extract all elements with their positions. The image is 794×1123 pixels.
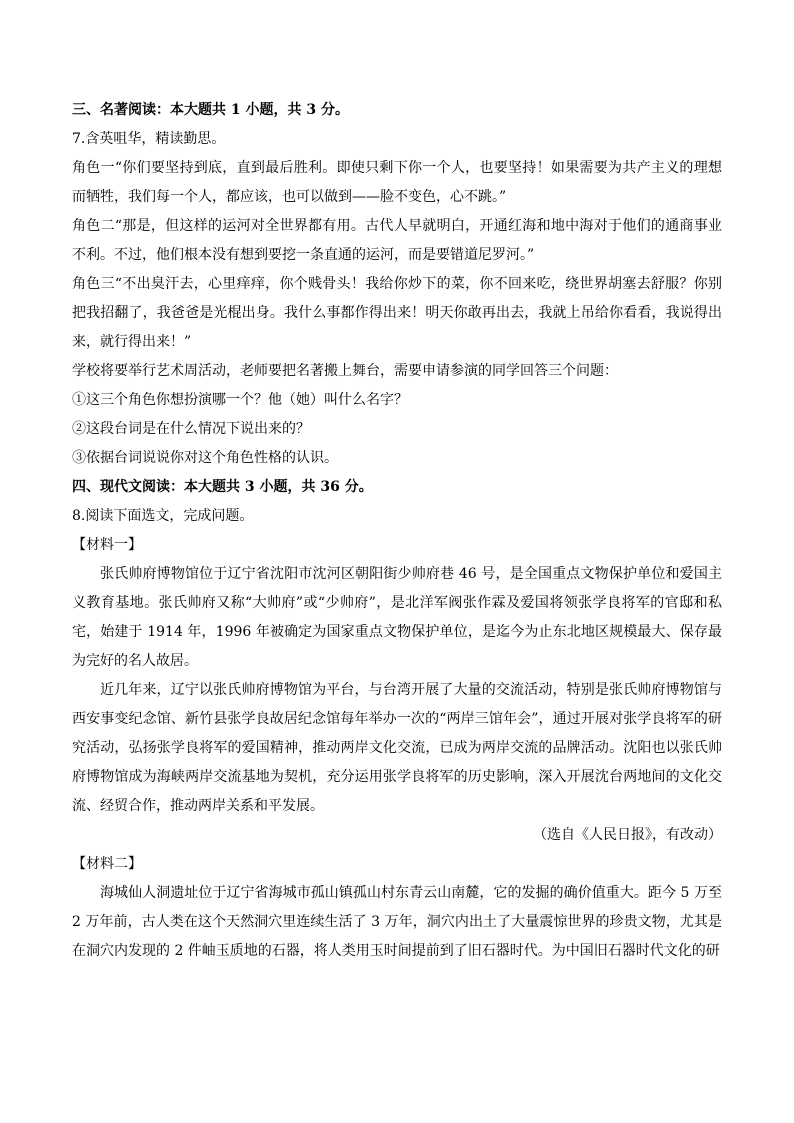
material-1-source: （选自《人民日报》，有改动） <box>533 827 722 843</box>
question-7-ask-2: ②这段台词是在什么情况下说出来的？ <box>72 421 310 437</box>
role-3-quote: 角色三“不出臭汗去，心里痒痒，你个贱骨头！我给你炒下的菜，你不回来吃，绕世界胡塞去舒服？你别把我招翻了，我爸爸是光棍出身。我什么事都作得出来！明天你敢再出去，我就上吊给你看看，我说得出来，就行得出来！” <box>72 276 722 350</box>
question-7-ask-1: ①这三个角色你想扮演哪一个？他（她）叫什么名字？ <box>72 392 408 408</box>
document-content <box>72 96 722 966</box>
material-1-paragraph-1: 张氏帅府博物馆位于辽宁省沈阳市沈河区朝阳街少帅府巷 46 号，是全国重点文物保护单位和爱国主义教育基地。张氏帅府又称“大帅府”或“少帅府”，是北洋军阀张作霖及爱国将领张学良将军的官邸和私宅，始建于 1914 年，1996 年被确定为国家重点文物保护单位，是迄今为止东北地区规模最大、保存最为完好的名人故居。 <box>72 566 722 669</box>
material-1-paragraph-2: 近几年来，辽宁以张氏帅府博物馆为平台，与台湾开展了大量的交流活动，特别是张氏帅府博物馆与西安事变纪念馆、新竹县张学良故居纪念馆每年举办一次的“两岸三馆年会”，通过开展对张学良将军的研究活动，弘扬张学良将军的爱国精神，推动两岸文化交流，已成为两岸交流的品牌活动。沈阳也以张氏帅府博物馆成为海峡两岸交流基地为契机，充分运用张学良将军的历史影响，深入开展沈台两地间的文化交流、经贸合作，推动两岸关系和平发展。 <box>72 682 722 814</box>
role-2-quote: 角色二“那是，但这样的运河对全世界都有用。古代人早就明白，开通红海和地中海对于他们的通商事业不利。不过，他们根本没有想到要挖一条直通的运河，而是要错道尼罗河。” <box>72 218 722 263</box>
material-2-paragraph-1: 海城仙人洞遗址位于辽宁省海城市孤山镇孤山村东青云山南麓，它的发掘的确价值重大。距今 5 万至 2 万年前，古人类在这个天然洞穴里连续生活了 3 万年，洞穴内出土了大量震惊世界的珍贵文物，尤其是在洞穴内发现的 2 件岫玉质地的石器，将人类用玉时间提前到了旧石器时代。为中国旧石器时代文化的研 <box>72 885 722 959</box>
section-heading-3: 三、名著阅读：本大题共 1 小题，共 3 分。 <box>72 102 349 118</box>
section-heading-4: 四、现代文阅读：本大题共 3 小题，共 36 分。 <box>72 479 373 495</box>
question-8-title: 8.阅读下面选文，完成问题。 <box>72 508 254 524</box>
question-7-ask-3: ③依据台词说说你对这个角色性格的认识。 <box>72 450 338 466</box>
question-7-intro: 学校将要举行艺术周活动，老师要把名著搬上舞台，需要申请参演的同学回答三个问题： <box>72 363 618 379</box>
role-1-quote: 角色一“你们要坚持到底，直到最后胜利。即使只剩下你一个人，也要坚持！如果需要为共产主义的理想而牺牲，我们每一个人，都应该，也可以做到——脸不变色，心不跳。” <box>72 160 722 205</box>
material-1-label: 【材料一】 <box>72 537 142 553</box>
material-2-label: 【材料二】 <box>72 856 142 872</box>
question-7-title: 7.含英咀华，精读勤思。 <box>72 131 226 147</box>
